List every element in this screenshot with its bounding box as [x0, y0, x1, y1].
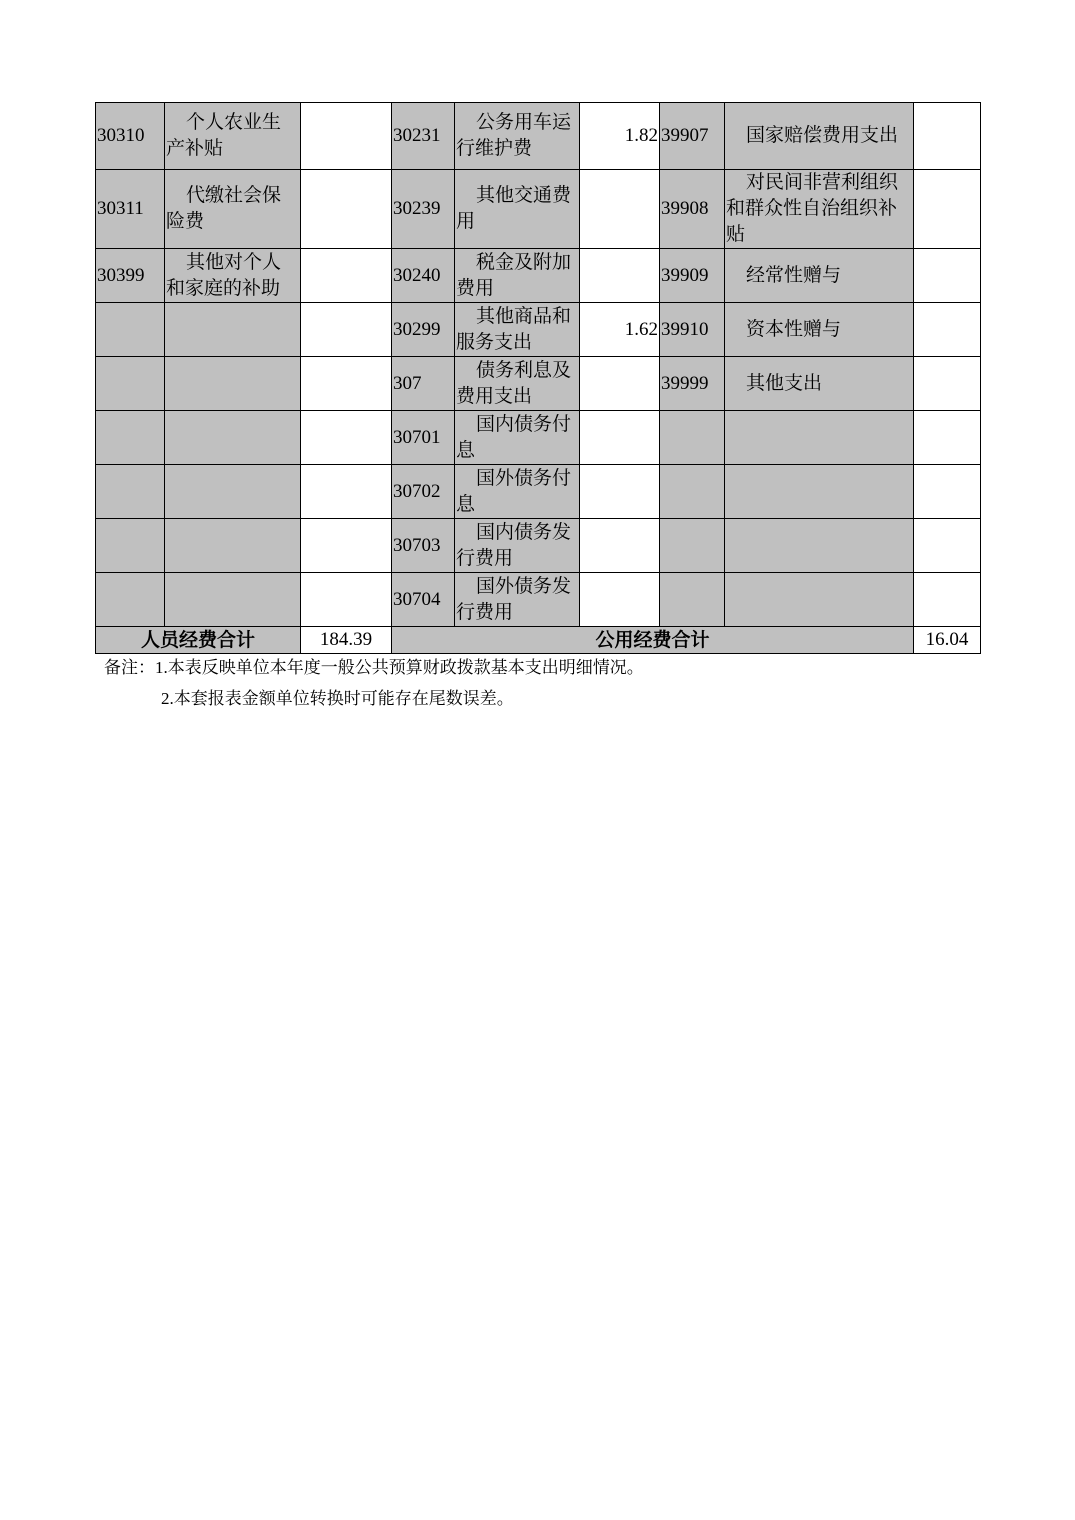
public-total-value: 16.04	[914, 627, 981, 654]
col3-name-cell	[725, 303, 914, 357]
col1-amount-cell	[301, 357, 392, 411]
col3-name	[726, 589, 746, 610]
col1-amount-cell	[301, 519, 392, 573]
table-row	[96, 465, 981, 519]
col2-name: 其他商品和服务支出	[456, 305, 572, 353]
col2-amount-cell	[580, 573, 660, 627]
col2-name-cell	[455, 465, 580, 519]
col1-amount-cell	[301, 573, 392, 627]
col2-name-cell	[455, 103, 580, 170]
col1-name-cell	[165, 357, 301, 411]
col3-code-cell: 39910	[660, 303, 725, 357]
col3-code-cell: 39907	[660, 103, 725, 170]
table-row	[96, 357, 981, 411]
col2-name: 其他交通费用	[456, 185, 572, 232]
col1-code-cell: 30399	[96, 249, 165, 303]
col1-code-cell: 30310	[96, 103, 165, 170]
col3-name: 经常性赠与	[746, 264, 842, 286]
col1-name	[166, 589, 186, 610]
col3-name	[726, 481, 746, 502]
col2-name-cell	[455, 519, 580, 573]
col1-name	[166, 427, 186, 448]
col2-name: 税金及附加费用	[456, 251, 572, 299]
col2-amount-cell	[580, 357, 660, 411]
col1-name-cell	[165, 303, 301, 357]
col1-name	[166, 535, 186, 556]
table-row	[96, 303, 981, 357]
col3-amount-cell	[914, 411, 981, 465]
col2-code-cell: 30702	[392, 465, 455, 519]
col2-name-cell	[455, 249, 580, 303]
col2-code-cell: 30299	[392, 303, 455, 357]
totals-row	[96, 627, 981, 654]
col1-amount-cell	[301, 249, 392, 303]
col3-name-cell	[725, 465, 914, 519]
col1-amount-cell	[301, 303, 392, 357]
col3-name-cell	[725, 357, 914, 411]
col2-code-cell: 30703	[392, 519, 455, 573]
col2-code-cell: 30231	[392, 103, 455, 170]
col2-amount-cell	[580, 170, 660, 249]
col3-amount-cell	[914, 465, 981, 519]
table-row	[96, 103, 981, 170]
col3-name: 其他支出	[746, 372, 823, 394]
col3-name-cell	[725, 103, 914, 170]
col3-name-cell	[725, 519, 914, 573]
col2-name: 国外债务付息	[456, 467, 572, 515]
col3-name-cell	[725, 411, 914, 465]
col2-name: 国内债务付息	[456, 413, 572, 461]
col2-code-cell: 307	[392, 357, 455, 411]
col1-name-cell	[165, 573, 301, 627]
col1-code-cell	[96, 303, 165, 357]
table-row	[96, 411, 981, 465]
col1-amount-cell	[301, 103, 392, 170]
col2-name: 国内债务发行费用	[456, 521, 572, 569]
col1-name	[166, 373, 186, 394]
col2-name: 公务用车运行维护费	[456, 112, 572, 159]
personnel-total-value: 184.39	[301, 627, 392, 654]
col2-name-cell	[455, 170, 580, 249]
col3-code-cell	[660, 465, 725, 519]
col3-amount-cell	[914, 170, 981, 249]
note-line-1: 备注：1.本表反映单位本年度一般公共预算财政拨款基本支出明细情况。	[104, 658, 644, 677]
col3-name	[726, 427, 746, 448]
table-row	[96, 519, 981, 573]
col1-name-cell	[165, 103, 301, 170]
col2-amount-cell: 1.82	[580, 103, 660, 170]
col1-amount-cell	[301, 465, 392, 519]
col2-name: 国外债务发行费用	[456, 575, 572, 623]
note-line-2: 2.本套报表金额单位转换时可能存在尾数误差。	[161, 689, 514, 708]
col2-amount-cell	[580, 411, 660, 465]
col1-name: 个人农业生产补贴	[166, 112, 282, 159]
table-row	[96, 170, 981, 249]
col3-amount-cell	[914, 519, 981, 573]
col2-name-cell	[455, 411, 580, 465]
col3-name-cell	[725, 573, 914, 627]
col2-code-cell: 30239	[392, 170, 455, 249]
col2-name: 债务利息及费用支出	[456, 359, 572, 407]
col1-code-cell	[96, 357, 165, 411]
col3-name: 资本性赠与	[746, 318, 842, 340]
col1-name: 代缴社会保险费	[166, 185, 282, 232]
col3-amount-cell	[914, 249, 981, 303]
col1-code-cell	[96, 573, 165, 627]
col3-code-cell: 39999	[660, 357, 725, 411]
col1-amount-cell	[301, 170, 392, 249]
col1-code-cell	[96, 519, 165, 573]
col1-name-cell	[165, 411, 301, 465]
col2-name-cell	[455, 303, 580, 357]
personnel-total-label: 人员经费合计	[96, 627, 301, 654]
col2-amount-cell: 1.62	[580, 303, 660, 357]
col3-name: 国家赔偿费用支出	[746, 125, 899, 146]
col2-amount-cell	[580, 249, 660, 303]
col3-amount-cell	[914, 303, 981, 357]
col2-name-cell	[455, 573, 580, 627]
table-row	[96, 249, 981, 303]
col1-name: 其他对个人和家庭的补助	[166, 251, 282, 299]
expenditure-detail-table	[95, 102, 981, 654]
col1-name	[166, 319, 186, 340]
col3-amount-cell	[914, 573, 981, 627]
col3-name	[726, 535, 746, 556]
col1-name-cell	[165, 519, 301, 573]
col1-amount-cell	[301, 411, 392, 465]
table-row	[96, 573, 981, 627]
col1-code-cell	[96, 465, 165, 519]
col1-name-cell	[165, 170, 301, 249]
col3-amount-cell	[914, 103, 981, 170]
col1-name-cell	[165, 249, 301, 303]
col3-code-cell: 39909	[660, 249, 725, 303]
public-total-label: 公用经费合计	[392, 627, 914, 654]
col2-amount-cell	[580, 465, 660, 519]
col2-code-cell: 30240	[392, 249, 455, 303]
col2-code-cell: 30701	[392, 411, 455, 465]
col2-amount-cell	[580, 519, 660, 573]
col1-code-cell: 30311	[96, 170, 165, 249]
col2-code-cell: 30704	[392, 573, 455, 627]
col3-code-cell	[660, 519, 725, 573]
col2-name-cell	[455, 357, 580, 411]
col3-name-cell	[725, 249, 914, 303]
col3-code-cell	[660, 573, 725, 627]
col3-amount-cell	[914, 357, 981, 411]
col3-name-cell	[725, 170, 914, 249]
col3-code-cell: 39908	[660, 170, 725, 249]
col1-code-cell	[96, 411, 165, 465]
col1-name-cell	[165, 465, 301, 519]
col1-name	[166, 481, 186, 502]
col3-name: 对民间非营利组织和群众性自治组织补贴	[726, 172, 899, 245]
col3-code-cell	[660, 411, 725, 465]
